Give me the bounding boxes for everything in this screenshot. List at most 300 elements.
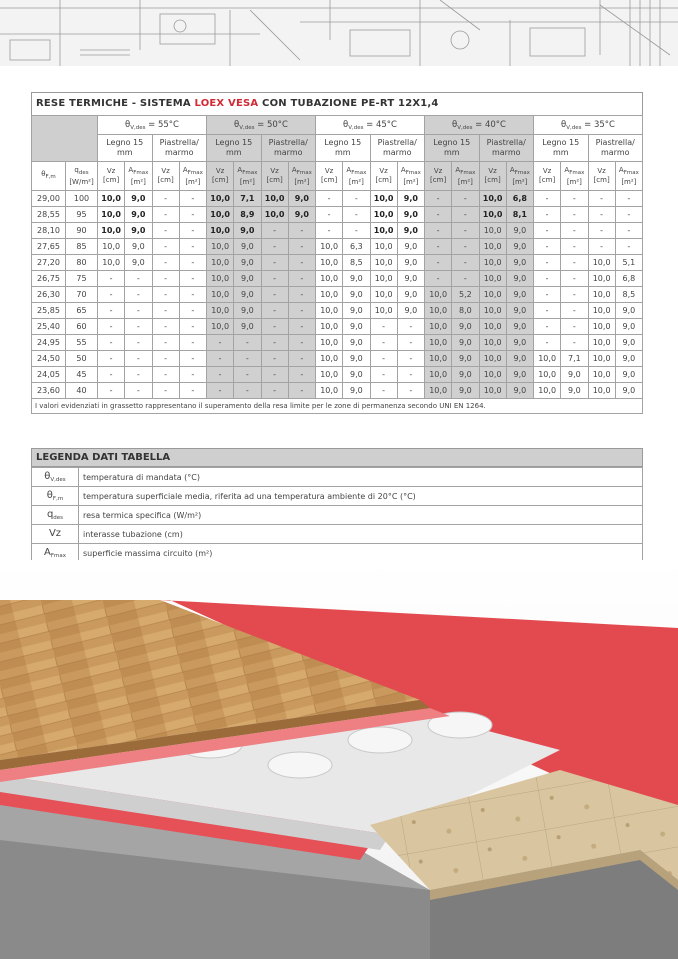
brand-name: LOEX VESA [194, 98, 259, 109]
value-cell: - [125, 287, 152, 303]
value-cell: 10,0 [588, 383, 615, 399]
afmax-header: $A_{Fmax}$ [m²] [615, 162, 642, 191]
value-cell: 9,0 [234, 287, 261, 303]
flow-temp-header: $\theta_{V,des} = 50^\circ C$ [207, 116, 316, 135]
theta-fm-cell: 28,55 [32, 207, 66, 223]
table-row [32, 351, 643, 367]
value-cell: - [234, 383, 261, 399]
finish-tile-header: Piastrella/ marmo [370, 135, 425, 162]
value-cell: - [261, 303, 288, 319]
value-cell: 10,0 [479, 351, 506, 367]
value-cell: 10,0 [479, 319, 506, 335]
value-cell: - [98, 335, 125, 351]
value-cell: 7,1 [234, 191, 261, 207]
value-cell: 10,0 [588, 351, 615, 367]
value-cell: - [425, 255, 452, 271]
value-cell: - [288, 351, 315, 367]
vz-header: Vz [cm] [152, 162, 179, 191]
value-cell: 10,0 [207, 287, 234, 303]
value-cell: 9,0 [397, 223, 424, 239]
value-cell: - [152, 255, 179, 271]
q-des-cell: 45 [66, 367, 98, 383]
value-cell: 9,0 [234, 223, 261, 239]
finish-tile-header: Piastrella/ marmo [152, 135, 207, 162]
value-cell: 10,0 [588, 255, 615, 271]
value-cell: 9,0 [234, 303, 261, 319]
value-cell: - [261, 335, 288, 351]
value-cell: 9,0 [452, 319, 479, 335]
value-cell: 9,0 [234, 255, 261, 271]
legend-row [32, 506, 643, 525]
theta-fm-cell: 27,20 [32, 255, 66, 271]
value-cell: - [561, 271, 588, 287]
value-cell: 9,0 [397, 191, 424, 207]
flow-temp-header: $\theta_{V,des} = 45^\circ C$ [316, 116, 425, 135]
value-cell: - [261, 271, 288, 287]
value-cell: 10,0 [316, 351, 343, 367]
table-row [32, 287, 643, 303]
theta-fm-cell: 24,50 [32, 351, 66, 367]
value-cell: 9,0 [125, 239, 152, 255]
table-row [32, 255, 643, 271]
q-des-cell: 65 [66, 303, 98, 319]
value-cell: 10,0 [534, 351, 561, 367]
theta-fm-cell: 26,75 [32, 271, 66, 287]
value-cell: 9,0 [343, 271, 370, 287]
value-cell: - [125, 351, 152, 367]
value-cell: - [152, 271, 179, 287]
table-row [32, 335, 643, 351]
legend-symbol: $q_{des}$ [32, 506, 79, 525]
value-cell: 10,0 [316, 255, 343, 271]
value-cell: - [288, 287, 315, 303]
afmax-header: $A_{Fmax}$ [m²] [179, 162, 206, 191]
theta-fm-cell: 23,60 [32, 383, 66, 399]
value-cell: 10,0 [534, 383, 561, 399]
value-cell: - [288, 303, 315, 319]
value-cell: - [561, 335, 588, 351]
value-cell: 9,0 [343, 303, 370, 319]
vz-header: Vz [cm] [207, 162, 234, 191]
finish-tile-header: Piastrella/ marmo [479, 135, 534, 162]
value-cell: - [261, 287, 288, 303]
value-cell: - [534, 223, 561, 239]
value-cell: 6,8 [506, 191, 533, 207]
value-cell: - [152, 239, 179, 255]
value-cell: - [534, 239, 561, 255]
value-cell: - [288, 271, 315, 287]
value-cell: 10,0 [98, 255, 125, 271]
value-cell: 10,0 [316, 287, 343, 303]
value-cell: - [588, 223, 615, 239]
value-cell: - [288, 367, 315, 383]
value-cell: 10,0 [588, 335, 615, 351]
value-cell: 10,0 [98, 239, 125, 255]
legend-description: interasse tubazione (cm) [79, 525, 643, 544]
value-cell: - [561, 191, 588, 207]
value-cell: 9,0 [452, 383, 479, 399]
value-cell: 10,0 [479, 383, 506, 399]
thermal-output-table [31, 115, 643, 414]
value-cell: 9,0 [615, 335, 642, 351]
value-cell: - [588, 191, 615, 207]
value-cell: - [452, 255, 479, 271]
value-cell: - [152, 383, 179, 399]
value-cell: 9,0 [615, 319, 642, 335]
value-cell: 9,0 [288, 191, 315, 207]
value-cell: - [179, 271, 206, 287]
value-cell: - [179, 383, 206, 399]
value-cell: 10,0 [370, 223, 397, 239]
value-cell: 9,0 [506, 287, 533, 303]
value-cell: - [343, 207, 370, 223]
value-cell: - [561, 319, 588, 335]
legend-row [32, 525, 643, 544]
value-cell: 9,0 [125, 255, 152, 271]
value-cell: 10,0 [425, 319, 452, 335]
value-cell: 9,0 [452, 335, 479, 351]
q-des-cell: 95 [66, 207, 98, 223]
theta-fm-cell: 26,30 [32, 287, 66, 303]
table-row [32, 367, 643, 383]
value-cell: - [615, 239, 642, 255]
value-cell: 9,0 [506, 239, 533, 255]
value-cell: - [152, 367, 179, 383]
value-cell: 9,0 [343, 287, 370, 303]
table-row [32, 207, 643, 223]
value-cell: 9,0 [125, 223, 152, 239]
legend-row [32, 468, 643, 487]
value-cell: - [179, 287, 206, 303]
finish-wood-header: Legno 15 mm [316, 135, 371, 162]
value-cell: 10,0 [479, 303, 506, 319]
finish-wood-header: Legno 15 mm [534, 135, 589, 162]
value-cell: 7,1 [561, 351, 588, 367]
value-cell: - [534, 303, 561, 319]
value-cell: - [179, 207, 206, 223]
value-cell: - [452, 191, 479, 207]
value-cell: 9,0 [452, 367, 479, 383]
theta-fm-cell: 29,00 [32, 191, 66, 207]
value-cell: 5,2 [452, 287, 479, 303]
finish-wood-header: Legno 15 mm [98, 135, 153, 162]
value-cell: - [125, 383, 152, 399]
value-cell: 8,9 [234, 207, 261, 223]
value-cell: 10,0 [425, 383, 452, 399]
value-cell: 9,0 [561, 367, 588, 383]
value-cell: 9,0 [506, 255, 533, 271]
value-cell: 6,3 [343, 239, 370, 255]
value-cell: - [152, 223, 179, 239]
value-cell: - [234, 367, 261, 383]
value-cell: 10,0 [316, 239, 343, 255]
value-cell: - [152, 351, 179, 367]
value-cell: 10,0 [370, 191, 397, 207]
value-cell: 10,0 [370, 271, 397, 287]
value-cell: 10,0 [98, 223, 125, 239]
value-cell: - [288, 223, 315, 239]
value-cell: - [98, 383, 125, 399]
value-cell: 9,0 [343, 367, 370, 383]
value-cell: 10,0 [425, 335, 452, 351]
value-cell: 10,0 [316, 383, 343, 399]
value-cell: - [425, 207, 452, 223]
thermal-output-table-section [31, 92, 643, 414]
value-cell: - [343, 191, 370, 207]
q-des-cell: 70 [66, 287, 98, 303]
value-cell: 9,0 [506, 383, 533, 399]
value-cell: 10,0 [588, 271, 615, 287]
theta-fm-header: $\theta_{F,m}$ [32, 162, 66, 191]
value-cell: - [179, 223, 206, 239]
value-cell: - [615, 191, 642, 207]
legend-row [32, 487, 643, 506]
value-cell: - [615, 207, 642, 223]
value-cell: - [561, 239, 588, 255]
value-cell: - [98, 271, 125, 287]
value-cell: 10,0 [261, 191, 288, 207]
value-cell: - [615, 223, 642, 239]
flow-temp-header: $\theta_{V,des} = 40^\circ C$ [425, 116, 534, 135]
value-cell: - [179, 239, 206, 255]
value-cell: - [207, 383, 234, 399]
value-cell: 8,5 [343, 255, 370, 271]
value-cell: - [179, 367, 206, 383]
value-cell: - [152, 319, 179, 335]
afmax-header: $A_{Fmax}$ [m²] [288, 162, 315, 191]
value-cell: - [316, 207, 343, 223]
value-cell: 9,0 [397, 271, 424, 287]
value-cell: 9,0 [234, 271, 261, 287]
value-cell: - [152, 335, 179, 351]
value-cell: - [534, 287, 561, 303]
afmax-header: $A_{Fmax}$ [m²] [125, 162, 152, 191]
value-cell: - [179, 351, 206, 367]
q-des-cell: 85 [66, 239, 98, 255]
value-cell: - [179, 191, 206, 207]
value-cell: - [207, 351, 234, 367]
value-cell: - [98, 351, 125, 367]
value-cell: 9,0 [397, 287, 424, 303]
value-cell: - [534, 255, 561, 271]
legend-description: superficie massima circuito (m²) [79, 544, 643, 563]
value-cell: 9,0 [343, 383, 370, 399]
theta-fm-cell: 28,10 [32, 223, 66, 239]
value-cell: - [561, 223, 588, 239]
value-cell: - [207, 367, 234, 383]
finish-wood-header: Legno 15 mm [207, 135, 262, 162]
finish-tile-header: Piastrella/ marmo [261, 135, 316, 162]
value-cell: 10,0 [588, 367, 615, 383]
q-des-cell: 80 [66, 255, 98, 271]
value-cell: 9,0 [506, 303, 533, 319]
legend-description: temperatura di mandata (°C) [79, 468, 643, 487]
value-cell: 8,0 [452, 303, 479, 319]
value-cell: 10,0 [479, 255, 506, 271]
value-cell: - [561, 255, 588, 271]
value-cell: 9,0 [506, 223, 533, 239]
value-cell: 10,0 [207, 255, 234, 271]
value-cell: 10,0 [370, 303, 397, 319]
value-cell: 10,0 [425, 351, 452, 367]
value-cell: 9,0 [397, 255, 424, 271]
table-title: RESE TERMICHE - SISTEMA LOEX VESA CON TUBAZIONE PE-RT 12X1,4 [31, 92, 643, 115]
value-cell: - [561, 287, 588, 303]
flow-temp-header: $\theta_{V,des} = 55^\circ C$ [98, 116, 207, 135]
value-cell: 10,0 [370, 287, 397, 303]
value-cell: 10,0 [479, 207, 506, 223]
value-cell: - [397, 319, 424, 335]
table-row [32, 383, 643, 399]
value-cell: 9,0 [506, 367, 533, 383]
value-cell: 9,0 [343, 319, 370, 335]
value-cell: 9,0 [615, 351, 642, 367]
table-row [32, 303, 643, 319]
value-cell: - [179, 303, 206, 319]
value-cell: 10,0 [261, 207, 288, 223]
value-cell: - [534, 191, 561, 207]
value-cell: - [98, 287, 125, 303]
value-cell: 10,0 [207, 319, 234, 335]
value-cell: 9,0 [397, 239, 424, 255]
value-cell: 10,0 [370, 239, 397, 255]
value-cell: 10,0 [98, 207, 125, 223]
value-cell: 9,0 [343, 351, 370, 367]
q-des-cell: 40 [66, 383, 98, 399]
finish-wood-header: Legno 15 mm [425, 135, 480, 162]
value-cell: - [452, 271, 479, 287]
value-cell: 5,1 [615, 255, 642, 271]
finish-tile-header: Piastrella/ marmo [588, 135, 643, 162]
value-cell: 10,0 [588, 287, 615, 303]
value-cell: - [397, 367, 424, 383]
legend-description: resa termica specifica (W/m²) [79, 506, 643, 525]
value-cell: 10,0 [588, 319, 615, 335]
value-cell: - [261, 239, 288, 255]
value-cell: 10,0 [479, 223, 506, 239]
value-cell: - [452, 223, 479, 239]
value-cell: - [534, 335, 561, 351]
value-cell: 9,0 [506, 351, 533, 367]
value-cell: 10,0 [207, 223, 234, 239]
q-des-header: $q_{des}$ [W/m²] [66, 162, 98, 191]
q-des-cell: 90 [66, 223, 98, 239]
value-cell: - [534, 207, 561, 223]
value-cell: - [397, 351, 424, 367]
value-cell: - [125, 303, 152, 319]
value-cell: - [152, 303, 179, 319]
value-cell: - [534, 319, 561, 335]
value-cell: 10,0 [479, 287, 506, 303]
value-cell: 10,0 [479, 191, 506, 207]
value-cell: - [425, 239, 452, 255]
value-cell: 9,0 [125, 191, 152, 207]
value-cell: - [98, 367, 125, 383]
theta-fm-cell: 24,95 [32, 335, 66, 351]
value-cell: - [561, 303, 588, 319]
value-cell: 8,1 [506, 207, 533, 223]
flow-temp-header: $\theta_{V,des} = 35^\circ C$ [534, 116, 643, 135]
value-cell: - [288, 239, 315, 255]
value-cell: - [370, 335, 397, 351]
value-cell: - [588, 239, 615, 255]
value-cell: 9,0 [397, 303, 424, 319]
table-row [32, 223, 643, 239]
table-row [32, 319, 643, 335]
value-cell: 10,0 [479, 335, 506, 351]
value-cell: 9,0 [615, 383, 642, 399]
value-cell: - [561, 207, 588, 223]
value-cell: - [261, 383, 288, 399]
afmax-header: $A_{Fmax}$ [m²] [452, 162, 479, 191]
value-cell: - [425, 223, 452, 239]
vz-header: Vz [cm] [370, 162, 397, 191]
value-cell: 10,0 [207, 271, 234, 287]
value-cell: 10,0 [207, 239, 234, 255]
value-cell: 9,0 [343, 335, 370, 351]
value-cell: - [98, 319, 125, 335]
value-cell: - [425, 191, 452, 207]
value-cell: - [288, 335, 315, 351]
value-cell: - [152, 207, 179, 223]
table-footnote: I valori evidenziati in grassetto rappresentano il superamento della resa limite per le zone di permanenza secondo UNI EN 1264. [32, 399, 643, 414]
value-cell: 10,0 [534, 367, 561, 383]
q-des-cell: 75 [66, 271, 98, 287]
value-cell: - [261, 255, 288, 271]
value-cell: - [316, 191, 343, 207]
vz-header: Vz [cm] [588, 162, 615, 191]
value-cell: - [261, 223, 288, 239]
vz-header: Vz [cm] [479, 162, 506, 191]
theta-fm-cell: 25,40 [32, 319, 66, 335]
value-cell: - [98, 303, 125, 319]
value-cell: - [397, 383, 424, 399]
value-cell: - [452, 207, 479, 223]
legend-symbol: $\theta_{V,des}$ [32, 468, 79, 487]
vz-header: Vz [cm] [316, 162, 343, 191]
value-cell: 10,0 [370, 207, 397, 223]
value-cell: - [588, 207, 615, 223]
value-cell: 10,0 [479, 239, 506, 255]
value-cell: - [261, 367, 288, 383]
value-cell: 9,0 [234, 239, 261, 255]
value-cell: - [207, 335, 234, 351]
q-des-cell: 100 [66, 191, 98, 207]
value-cell: 10,0 [207, 207, 234, 223]
value-cell: 9,0 [288, 207, 315, 223]
value-cell: - [261, 319, 288, 335]
q-des-cell: 55 [66, 335, 98, 351]
value-cell: - [534, 271, 561, 287]
value-cell: 9,0 [615, 367, 642, 383]
value-cell: - [179, 255, 206, 271]
vz-header: Vz [cm] [261, 162, 288, 191]
legend-section [31, 448, 643, 563]
value-cell: - [370, 351, 397, 367]
value-cell: - [343, 223, 370, 239]
value-cell: - [425, 271, 452, 287]
value-cell: 10,0 [425, 287, 452, 303]
value-cell: 10,0 [207, 191, 234, 207]
value-cell: - [125, 335, 152, 351]
legend-symbol: $A_{Fmax}$ [32, 544, 79, 563]
blueprint-header-image [0, 0, 678, 66]
q-des-cell: 50 [66, 351, 98, 367]
value-cell: - [288, 255, 315, 271]
legend-symbol: $\theta_{F,m}$ [32, 487, 79, 506]
value-cell: 10,0 [316, 319, 343, 335]
theta-fm-cell: 27,65 [32, 239, 66, 255]
